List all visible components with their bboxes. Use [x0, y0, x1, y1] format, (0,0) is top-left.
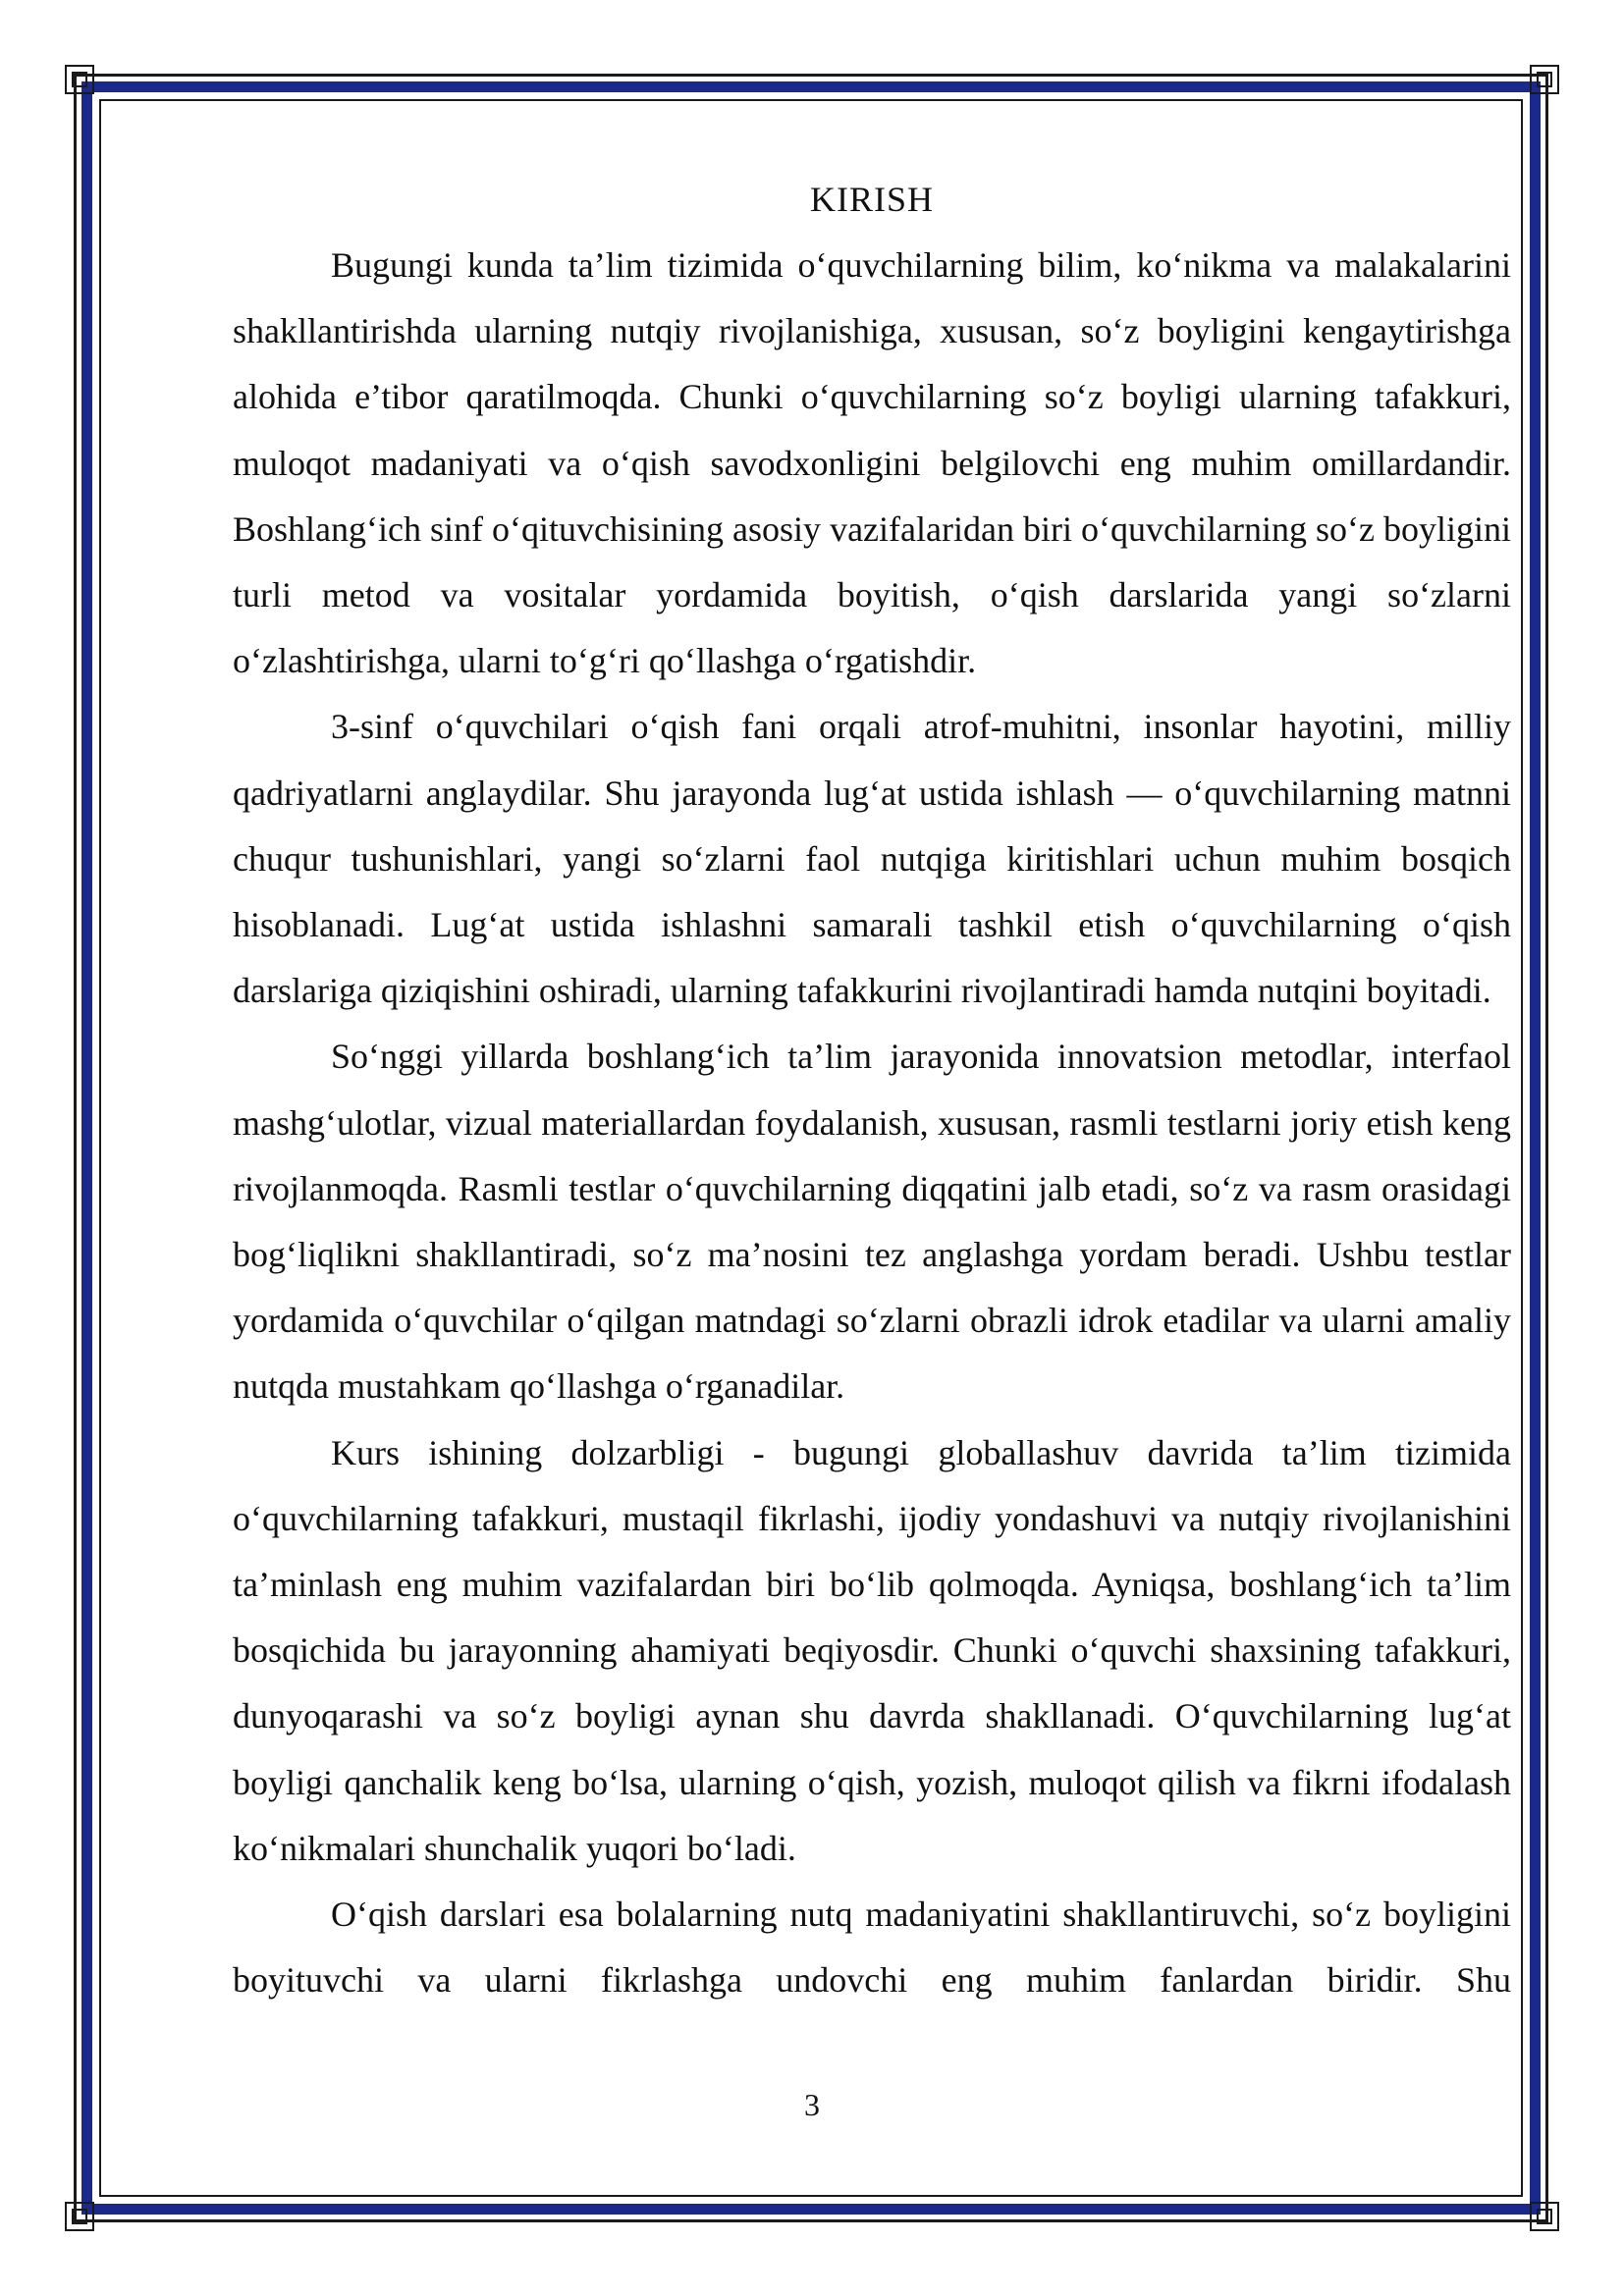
frame-corner-ornament-icon	[63, 63, 96, 96]
frame-corner-ornament-icon	[1528, 63, 1561, 96]
paragraph: O‘qish darslari esa bolalarning nutq madaniyatini shakllantiruvchi, so‘z boyligini boyituvchi va ularni fikrlashga undovchi eng muhim fanlardan biridir. Shu	[233, 1895, 1511, 2001]
frame-corner-ornament-icon	[63, 2200, 96, 2233]
page-number: 3	[804, 2087, 820, 2122]
frame-corner-ornament-icon	[1528, 2200, 1561, 2233]
paragraph: Kurs ishining dolzarbligi - bugungi globallashuv davrida ta’lim tizimida o‘quvchilarning tafakkuri, mustaqil fikrlashi, ijodiy yondashuvi va nutqiy rivojlanishini ta’minlash eng muhim vazifalardan biri bo‘lib qolmoqda. Ayniqsa, boshlang‘ich ta’lim bosqichida bu jarayonning ahamiyati beqiyosdir. Chunki o‘quvchi shaxsining tafakkuri, dunyoqarashi va so‘z boyligi aynan shu davrda shakllanadi. O‘quvchilarning lug‘at boyligi qanchalik keng bo‘lsa, ularning o‘qish, yozish, muloqot qilish va fikrni ifodalash ko‘nikmalari shunchalik yuqori bo‘ladi.	[233, 1432, 1511, 1868]
paragraph: Bugungi kunda ta’lim tizimida o‘quvchilarning bilim, ko‘nikma va malakalarini shakllantirishda ularning nutqiy rivojlanishiga, xususan, so‘z boyligini kengaytirishga alohida e’tibor qaratilmoqda. Chunki o‘quvchilarning so‘z boyligi ularning tafakkuri, muloqot madaniyati va o‘qish savodxonligini belgilovchi eng muhim omillardandir. Boshlang‘ich sinf o‘qituvchisining asosiy vazifalaridan biri o‘quvchilarning so‘z boyligini turli metod va vositalar yordamida boyitish, o‘qish darslarida yangi so‘zlarni o‘zlashtirishga, ularni to‘g‘ri qo‘llashga o‘rgatishdir.	[233, 245, 1511, 681]
paragraph: 3-sinf o‘quvchilari o‘qish fani orqali atrof-muhitni, insonlar hayotini, milliy qadriyatlarni anglaydilar. Shu jarayonda lug‘at ustida ishlash — o‘quvchilarning matnni chuqur tushunishlari, yangi so‘zlarni faol nutqiga kiritishlari uchun muhim bosqich hisoblanadi. Lug‘at ustida ishlashni samarali tashkil etish o‘quvchilarning o‘qish darslariga qiziqishini oshiradi, ularning tafakkurini rivojlantiradi hamda nutqini boyitadi.	[233, 707, 1511, 1011]
section-title: KIRISH	[809, 180, 934, 219]
paragraph: So‘nggi yillarda boshlang‘ich ta’lim jarayonida innovatsion metodlar, interfaol mashg‘ulotlar, vizual materiallardan foydalanish, xususan, rasmli testlarni joriy etish keng rivojlanmoqda. Rasmli testlar o‘quvchilarning diqqatini jalb etadi, so‘z va rasm orasidagi bog‘liqlikni shakllantiradi, so‘z ma’nosini tez anglashga yordam beradi. Ushbu testlar yordamida o‘quvchilar o‘qilgan matndagi so‘zlarni obrazli idrok etadilar va ularni amaliy nutqda mustahkam qo‘llashga o‘rganadilar.	[233, 1037, 1511, 1407]
document-body	[233, 167, 1511, 2013]
